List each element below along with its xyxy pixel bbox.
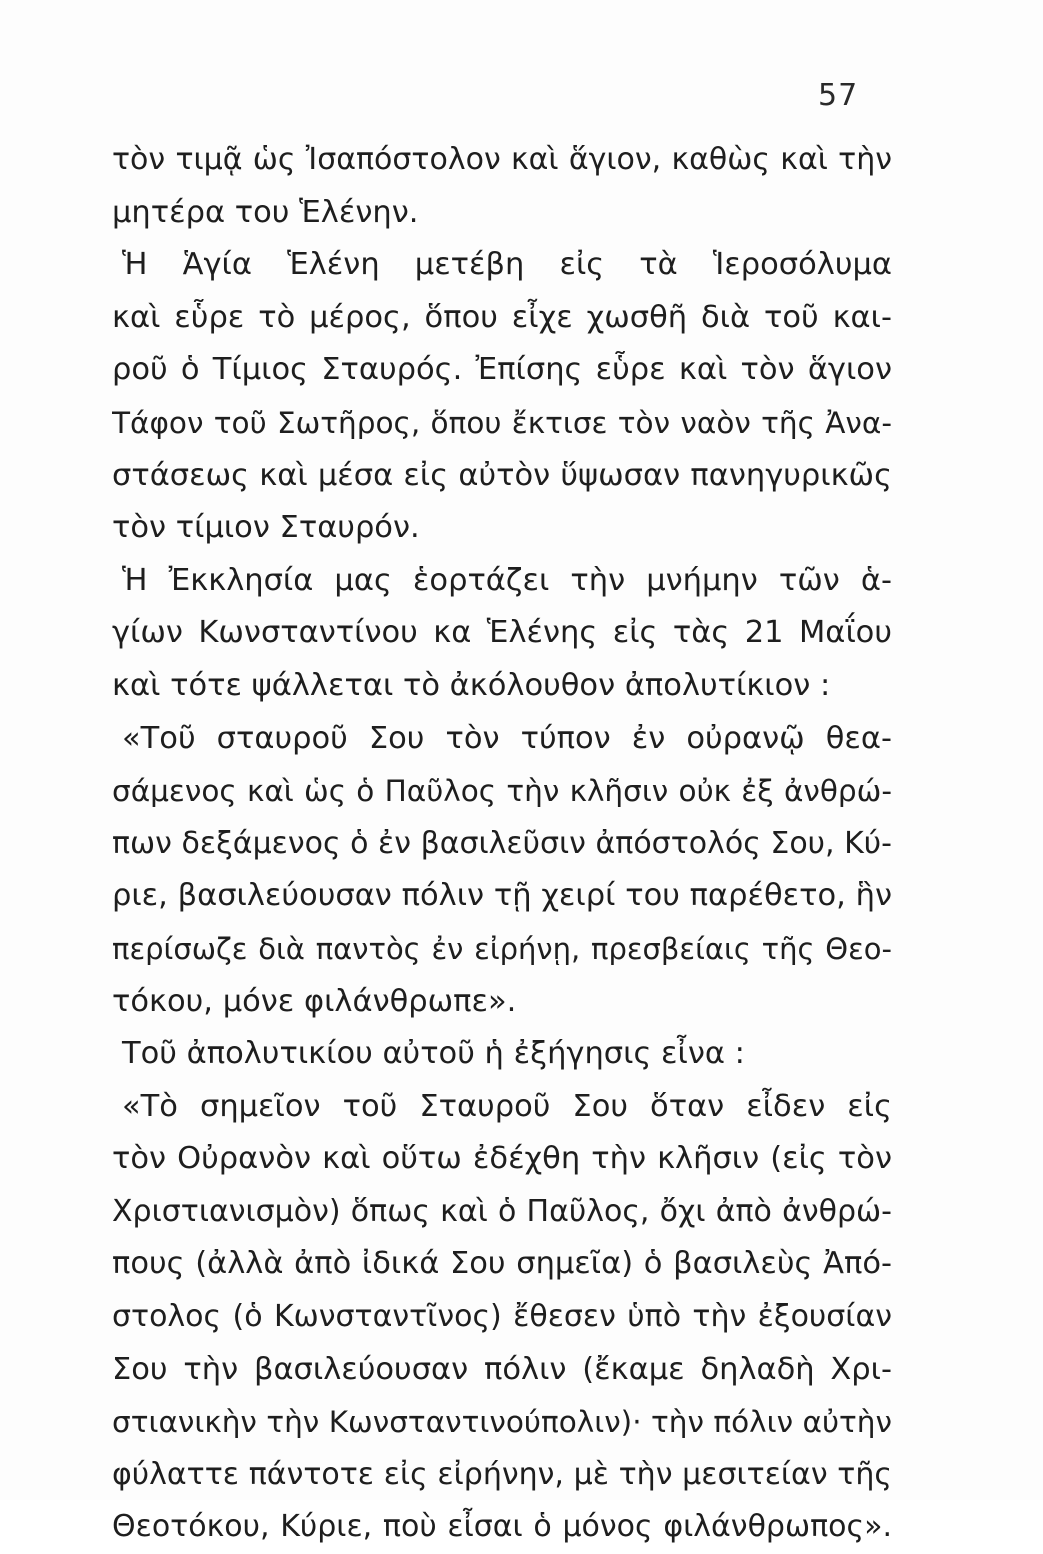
text-line: ριε, βασιλεύουσαν πόλιν τῇ χειρί του παρέθετο, ἣν [112, 878, 892, 914]
text-line: Θεοτόκου, Κύριε, ποὺ εἶσαι ὁ μόνος φιλάνθρωπος». [112, 1509, 892, 1545]
text-line: στολος (ὁ Κωνσταντῖνος) ἔθεσεν ὑπὸ τὴν ἐξουσίαν [112, 1299, 892, 1335]
text-line: Τάφον τοῦ Σωτῆρος, ὅπου ἔκτισε τὸν ναὸν τῆς Ἀνα- [112, 405, 892, 440]
text-line: πους (ἀλλὰ ἀπὸ ἰδικά Σου σημεῖα) ὁ βασιλεὺς Ἀπό- [112, 1246, 892, 1282]
text-line: τὸν τίμιον Σταυρόν. [112, 510, 420, 546]
text-line: περίσωζε διὰ παντὸς ἐν εἰρήνῃ, πρεσβείαις τῆς Θεο- [112, 931, 892, 966]
text-line: πων δεξάμενος ὁ ἐν βασιλεῦσιν ἀπόστολός Σου, Κύ- [112, 825, 892, 861]
text-line: τόκου, μόνε φιλάνθρωπε». [112, 983, 517, 1019]
text-line: Ἡ Ἐκκλησία μας ἑορτάζει τὴν μνήμην τῶν ἁ- [122, 562, 892, 598]
text-line: σάμενος καὶ ὡς ὁ Παῦλος τὴν κλῆσιν οὐκ ἐξ ἀνθρώ- [112, 774, 892, 809]
text-line: τὸν Οὐρανὸν καὶ οὕτω ἐδέχθη τὴν κλῆσιν (εἰς τὸν [112, 1141, 892, 1177]
text-line: «Τοῦ σταυροῦ Σου τὸν τύπον ἐν οὐρανῷ θεα- [122, 720, 892, 756]
text-line: Σου τὴν βασιλεύουσαν πόλιν (ἔκαμε δηλαδὴ Χρι- [112, 1351, 892, 1387]
text-line: τὸν τιμᾷ ὡς Ἰσαπόστολον καὶ ἅγιον, καθὼς καὶ τὴν [112, 142, 892, 177]
text-line: φύλαττε πάντοτε εἰς εἰρήνην, μὲ τὴν μεσιτείαν τῆς [112, 1456, 892, 1492]
text-line: καὶ τότε ψάλλεται τὸ ἀκόλουθον ἀπολυτίκιον : [112, 667, 831, 703]
text-line: μητέρα του Ἑλένην. [112, 194, 419, 230]
text-line: στάσεως καὶ μέσα εἰς αὐτὸν ὕψωσαν πανηγυρικῶς [112, 457, 892, 493]
text-line: Χριστιανισμὸν) ὅπως καὶ ὁ Παῦλος, ὄχι ἀπὸ ἀνθρώ- [112, 1193, 892, 1229]
text-line: στιανικὴν τὴν Κωνσταντινούπολιν)· τὴν πόλιν αὐτὴν [112, 1405, 892, 1440]
text-line: γίων Κωνσταντίνου κα Ἑλένης εἰς τὰς 21 Μαΐου [112, 615, 892, 651]
text-line: Τοῦ ἀπολυτικίου αὐτοῦ ἡ ἐξήγησις εἶνα : [122, 1036, 745, 1072]
page-number: 57 [818, 78, 859, 113]
text-line: ροῦ ὁ Τίμιος Σταυρός. Ἐπίσης εὗρε καὶ τὸν ἅγιον [112, 352, 892, 388]
text-line: Ἡ Ἁγία Ἑλένη μετέβη εἰς τὰ Ἱεροσόλυμα [122, 247, 892, 283]
text-line: «Τὸ σημεῖον τοῦ Σταυροῦ Σου ὅταν εἶδεν εἰς [122, 1088, 892, 1124]
body-text [112, 134, 892, 1554]
text-line: καὶ εὗρε τὸ μέρος, ὅπου εἶχε χωσθῆ διὰ τοῦ και- [112, 299, 892, 335]
